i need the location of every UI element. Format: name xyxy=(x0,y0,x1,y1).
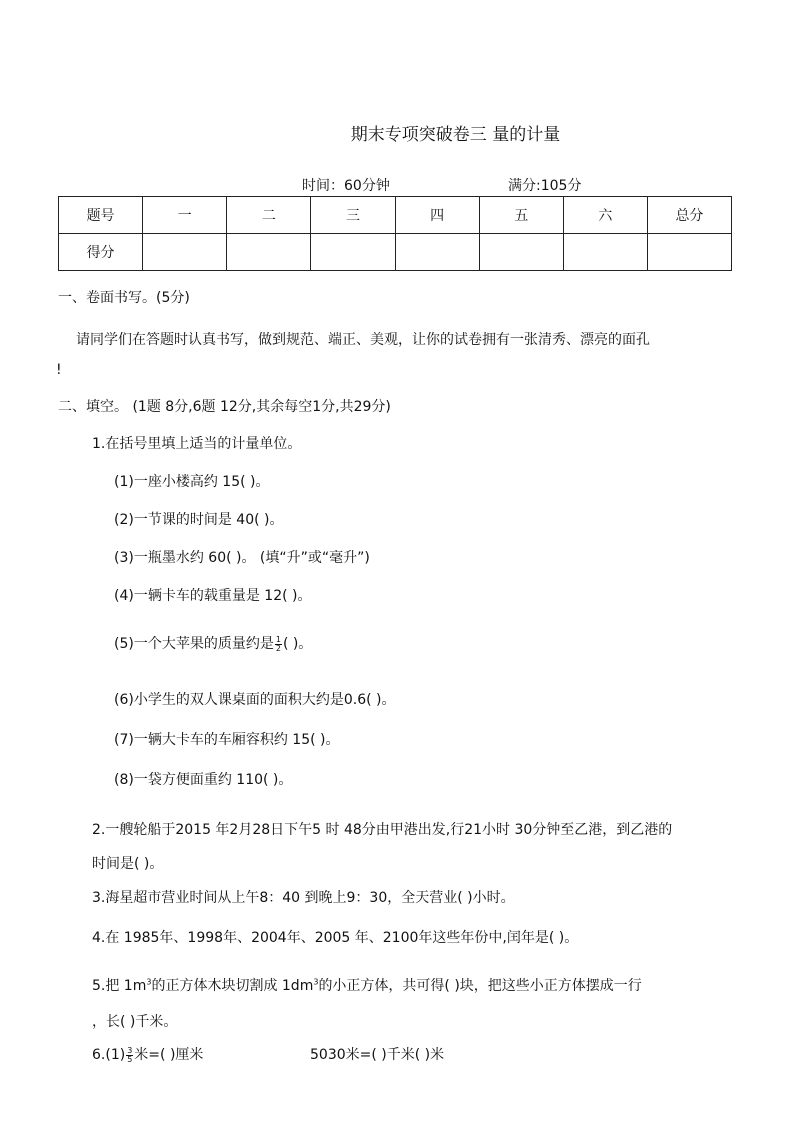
question-1-item: (1)一座小楼高约 15( )。 xyxy=(114,474,270,490)
header-cell: 五 xyxy=(479,197,563,234)
fraction xyxy=(126,1047,133,1064)
section1-heading: 一、卷面书写。(5分) xyxy=(58,290,190,306)
section2-heading: 二、填空。 (1题 8分,6题 12分,其余每空1分,共29分) xyxy=(58,399,391,415)
page-title: 期末专项突破卷三 量的计量 xyxy=(350,125,561,145)
score-cell[interactable] xyxy=(647,234,731,271)
header-cell: 四 xyxy=(395,197,479,234)
question-1-item: (3)一瓶墨水约 60( )。 (填“升”或“毫升”) xyxy=(114,550,370,566)
question-2: 2.一艘轮船于2015 年2月28日下午5 时 48分由甲港出发,行21小时 30分钟至乙港，到乙港的 xyxy=(92,822,673,838)
score-cell[interactable] xyxy=(395,234,479,271)
question-6 xyxy=(92,1044,203,1064)
score-cell[interactable] xyxy=(143,234,227,271)
question-1-item-5 xyxy=(114,633,312,653)
question-1-item: (7)一辆大卡车的车厢容积约 15( )。 xyxy=(114,732,340,748)
fraction-denominator: 2 xyxy=(275,643,281,653)
question-2-continued: 时间是( )。 xyxy=(92,856,164,872)
item5-prefix: (5)一个大苹果的质量约是 xyxy=(114,636,274,652)
score-cell[interactable] xyxy=(311,234,395,271)
full-score: 满分:105分 xyxy=(508,178,582,194)
score-cell[interactable] xyxy=(227,234,311,271)
score-cell[interactable] xyxy=(479,234,563,271)
question-1-stem: 1.在括号里填上适当的计量单位。 xyxy=(92,436,302,452)
question-5-continued: ，长( )千米。 xyxy=(92,1014,178,1030)
exam-time: 时间：60分钟 xyxy=(302,178,390,194)
header-cell: 题号 xyxy=(59,197,143,234)
score-cell[interactable] xyxy=(563,234,647,271)
q6-part1: 米=( )厘米 xyxy=(134,1047,204,1063)
fraction-numerator: 1 xyxy=(275,634,281,644)
header-cell: 二 xyxy=(227,197,311,234)
score-table-score-row xyxy=(59,234,732,271)
fraction-denominator: 5 xyxy=(127,1054,133,1064)
header-cell: 总分 xyxy=(647,197,731,234)
score-table-header-row xyxy=(59,197,732,234)
q5-part-b: 的正方体木块切割成 1dm xyxy=(151,978,314,994)
question-1-item: (6)小学生的双人课桌面的面积大约是0.6( )。 xyxy=(114,692,396,708)
question-1-item: (2)一节课的时间是 40( )。 xyxy=(114,512,284,528)
header-cell: 三 xyxy=(311,197,395,234)
fraction xyxy=(275,636,282,653)
question-4: 4.在 1985年、1998年、2004年、2005 年、2100年这些年份中,闰年是( )。 xyxy=(92,930,579,946)
q5-part-a: 5.把 1m xyxy=(92,978,147,994)
section1-text-end: ! xyxy=(56,362,62,378)
superscript: 3 xyxy=(146,977,152,987)
fraction-numerator: 3 xyxy=(127,1045,133,1055)
section1-text: 请同学们在答题时认真书写，做到规范、端正、美观，让你的试卷拥有一张清秀、漂亮的面孔 xyxy=(76,332,650,348)
row-label: 得分 xyxy=(59,234,143,271)
item5-suffix: ( )。 xyxy=(282,636,313,652)
question-1-item: (8)一袋方便面重约 110( )。 xyxy=(114,772,293,788)
q5-part-c: 的小正方体，共可得( )块，把这些小正方体摆成一行 xyxy=(318,978,642,994)
question-6-part-2: 5030米=( )千米( )米 xyxy=(310,1047,445,1063)
question-5 xyxy=(92,975,642,995)
question-3: 3.海星超市营业时间从上午8：40 到晚上9：30，全天营业( )小时。 xyxy=(92,890,515,906)
superscript: 3 xyxy=(313,977,319,987)
question-1-item: (4)一辆卡车的载重量是 12( )。 xyxy=(114,588,312,604)
header-cell: 六 xyxy=(563,197,647,234)
q6-prefix: 6.(1) xyxy=(92,1047,126,1063)
header-cell: 一 xyxy=(143,197,227,234)
score-table xyxy=(58,196,732,271)
